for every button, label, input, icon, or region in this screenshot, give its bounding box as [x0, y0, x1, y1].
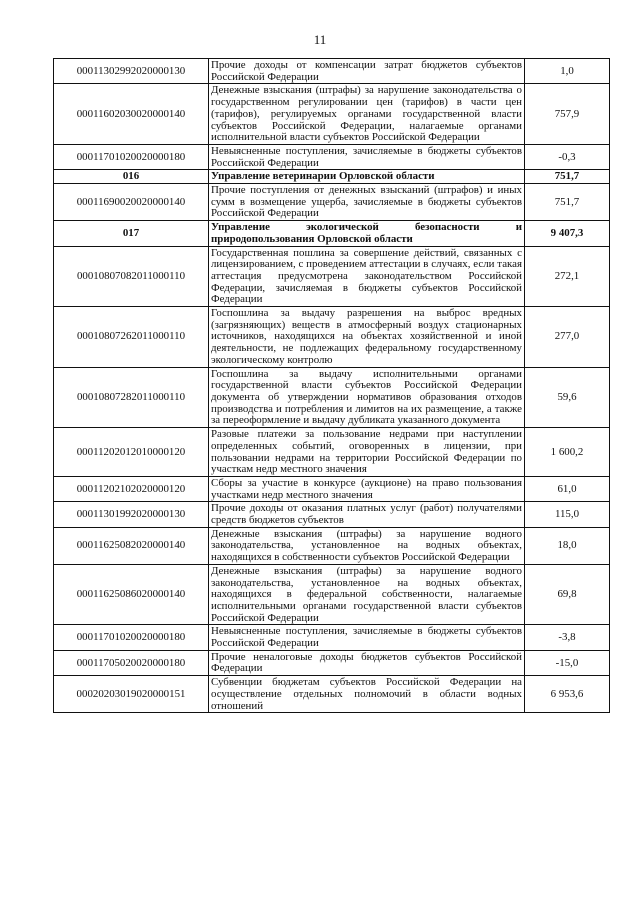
budget-code: 00011301992020000130: [54, 502, 209, 527]
budget-code: 00011625086020000140: [54, 564, 209, 625]
revenue-description: Денежные взыскания (штрафы) за нарушение законодательства о государственном регулировании цен (тарифов) в части цен (тарифов), регулируемых органами государственной власти субъектов Российской Федерации, налагаемые органами исполнительной власти субъектов Российской Федерации: [209, 84, 525, 145]
amount: -3,8: [525, 625, 610, 650]
table-row: [54, 476, 610, 501]
revenue-description: Денежные взыскания (штрафы) за нарушение водного законодательства, установленное на водных объектах, находящихся в собственности субъектов Российской Федерации: [209, 527, 525, 564]
department-total: 751,7: [525, 170, 610, 184]
table-row: [54, 564, 610, 625]
department-name: Управление ветеринарии Орловской области: [209, 170, 525, 184]
table-row: [54, 502, 610, 527]
table-row: [54, 184, 610, 221]
amount: 69,8: [525, 564, 610, 625]
table-row: [54, 625, 610, 650]
amount: 59,6: [525, 367, 610, 428]
page-number: 11: [313, 32, 327, 47]
amount: 751,7: [525, 184, 610, 221]
revenue-description: Сборы за участие в конкурсе (аукционе) на право пользования участками недр местного значения: [209, 476, 525, 501]
amount: 61,0: [525, 476, 610, 501]
department-header-row: [54, 221, 610, 246]
budget-code: 00011302992020000130: [54, 59, 209, 84]
department-code: 016: [54, 170, 209, 184]
revenue-description: Субвенции бюджетам субъектов Российской Федерации на осуществление отдельных полномочий в области водных отношений: [209, 676, 525, 713]
budget-code: 00011701020020000180: [54, 625, 209, 650]
budget-code: 00010807282011000110: [54, 367, 209, 428]
amount: 115,0: [525, 502, 610, 527]
revenue-description: Прочие поступления от денежных взысканий (штрафов) и иных сумм в возмещение ущерба, зачисляемые в бюджеты субъектов Российской Федерации: [209, 184, 525, 221]
table-row: [54, 246, 610, 307]
amount: 1 600,2: [525, 428, 610, 477]
amount: -15,0: [525, 650, 610, 675]
table-row: [54, 307, 610, 368]
table-row: [54, 144, 610, 169]
amount: 1,0: [525, 59, 610, 84]
budget-code: 00011202012010000120: [54, 428, 209, 477]
revenue-description: Госпошлина за выдачу исполнительными органами государственной власти субъектов Российской Федерации документа об утверждении нормативов образования отходов производства и потребления и лимитов на их размещение, а также за переоформление и выдачу дубликата указанного документа: [209, 367, 525, 428]
revenue-description: Прочие доходы от компенсации затрат бюджетов субъектов Российской Федерации: [209, 59, 525, 84]
amount: 277,0: [525, 307, 610, 368]
amount: 18,0: [525, 527, 610, 564]
revenue-description: Денежные взыскания (штрафы) за нарушение водного законодательства, установленное на водных объектах, находящихся в федеральной собственности, налагаемые исполнительными органами государственной власти субъектов Российской Федерации: [209, 564, 525, 625]
amount: 757,9: [525, 84, 610, 145]
revenue-description: Невыясненные поступления, зачисляемые в бюджеты субъектов Российской Федерации: [209, 144, 525, 169]
revenue-description: Прочие неналоговые доходы бюджетов субъектов Российской Федерации: [209, 650, 525, 675]
budget-code: 00011690020020000140: [54, 184, 209, 221]
table-row: [54, 367, 610, 428]
table-row: [54, 59, 610, 84]
amount: -0,3: [525, 144, 610, 169]
table-row: [54, 650, 610, 675]
budget-code: 00011705020020000180: [54, 650, 209, 675]
budget-code: 00011625082020000140: [54, 527, 209, 564]
budget-code: 00011202102020000120: [54, 476, 209, 501]
department-code: 017: [54, 221, 209, 246]
department-header-row: [54, 170, 610, 184]
amount: 272,1: [525, 246, 610, 307]
table-row: [54, 428, 610, 477]
revenue-description: Разовые платежи за пользование недрами при наступлении определенных событий, оговоренных в лицензии, при пользовании недрами на территории Российской Федерации по участкам недр местного значения: [209, 428, 525, 477]
amount: 6 953,6: [525, 676, 610, 713]
table-row: [54, 84, 610, 145]
revenue-table: [53, 58, 610, 713]
budget-code: 00010807082011000110: [54, 246, 209, 307]
budget-code: 00011602030020000140: [54, 84, 209, 145]
revenue-description: Прочие доходы от оказания платных услуг (работ) получателями средств бюджетов субъектов: [209, 502, 525, 527]
budget-code: 00010807262011000110: [54, 307, 209, 368]
revenue-description: Невыясненные поступления, зачисляемые в бюджеты субъектов Российской Федерации: [209, 625, 525, 650]
revenue-description: Государственная пошлина за совершение действий, связанных с лицензированием, с проведением аттестации в случаях, если такая аттестация предусмотрена законодательством Российской Федерации, зачисляемая в бюджеты субъектов Российской Федерации: [209, 246, 525, 307]
budget-code: 00020203019020000151: [54, 676, 209, 713]
department-name: Управление экологической безопасности и природопользования Орловской области: [209, 221, 525, 246]
budget-code: 00011701020020000180: [54, 144, 209, 169]
table-row: [54, 676, 610, 713]
revenue-description: Госпошлина за выдачу разрешения на выброс вредных (загрязняющих) веществ в атмосферный воздух стационарных источников, находящихся на объектах хозяйственной и иной деятельности, не подлежащих федеральному государственному экологическому контролю: [209, 307, 525, 368]
department-total: 9 407,3: [525, 221, 610, 246]
table-row: [54, 527, 610, 564]
